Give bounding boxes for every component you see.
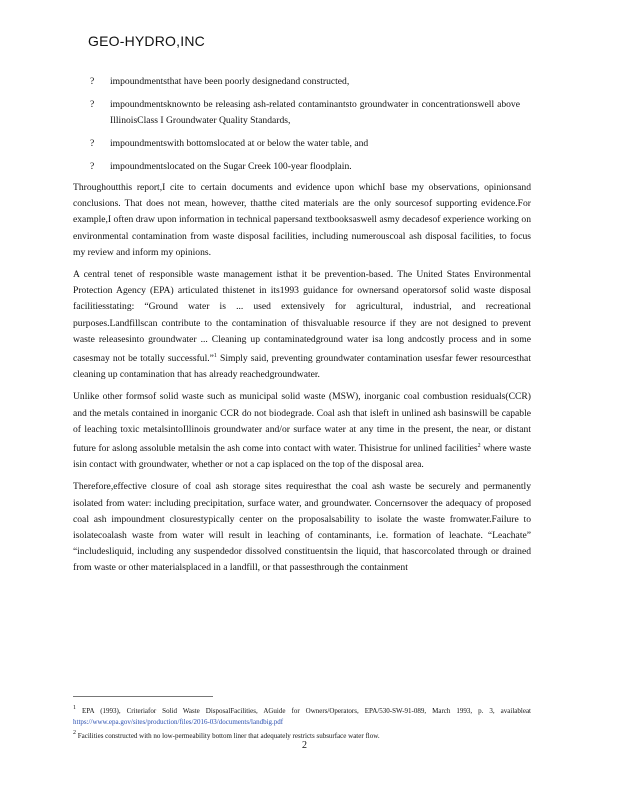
footnote [73, 703, 531, 728]
footnote-divider [73, 696, 213, 697]
footnote-number: 1 [73, 705, 76, 711]
list-item [90, 159, 520, 175]
bullet-text: impoundmentsknownto be releasing ash-related contaminantsto groundwater in concentrationswell above IllinoisClass I Groundwater Quality Standards, [110, 99, 520, 126]
bullet-icon: ? [90, 76, 95, 87]
paragraph-text: Unlike other formsof solid waste such as municipal solid waste (MSW), inorganic coal combustion residuals(CCR) and the metals contained in inorganic CCR do not biodegrade. Coal ash that isleft in unlined ash basinswill be capable of leaching toxic metalsintoIllinois groundwater and/or surface water at any time in the present, the near, or distant future for aslong assoluble metalsin the ash come into contact with water. Thisistrue for unlined facilities [73, 391, 531, 455]
paragraph-text: Therefore,effective closure of coal ash storage sites requiresthat the coal ash waste be securely and permanently isolated from water: including precipitation, surface water, and groundwater. Concernsover the adequacy of proposed coal ash impoundment closurestypically center on the proposalsability to isolate the waste fromwater.Failure to isolatecoalash waste from water will result in leaching of contaminants, i.e. formation of leachate. “Leachate” “includesliquid, including any suspendedor dissolved constituentsin the liquid, that hascorcolated through or drained from waste or other materialsplaced in a landfill, or that passesthrough the containment [73, 481, 531, 574]
paragraph [73, 180, 531, 261]
footnote-link[interactable]: https://www.epa.gov/sites/production/files/2016-03/documents/landbig.pdf [73, 718, 284, 726]
bullet-icon: ? [90, 138, 95, 149]
paragraph-text: Throughoutthis report,I cite to certain documents and evidence upon whichI base my observations, opinionsand conclusions. That does not mean, however, thatthe cited materials are the only sourcesof supporting evidence.For example,I often draw upon information in technical papersand textbooksaswell asmy decadesof experience working on environmental contamination from waste disposal facilities, including numerouscoal ash disposal facilities, to focus my review and inform my opinions. [73, 182, 531, 258]
footnote-number: 2 [73, 730, 76, 736]
list-item [90, 136, 520, 152]
paragraph-text: A central tenet of responsible waste management isthat it be prevention-based. The United States Environmental Protection Agency (EPA) articulated thistenet in its1993 guidance for ownersand operatorsof solid waste disposal facilitiesstating: “Ground water is ... used extensively for agricultural, industrial, and recreational purposes.Landfillscan contribute to the contamination of thisvaluable resource if they are not designed to prevent waste releasesinto groundwater ... Cleaning up contaminatedground water isa long andcostly process and in some casesmay not be totally successful.” [73, 269, 531, 365]
footnotes [73, 703, 531, 742]
bullet-icon: ? [90, 99, 95, 110]
company-header: GEO-HYDRO,INC [88, 33, 205, 49]
bullet-list [90, 74, 520, 182]
footnote-text: Facilities constructed with no low-permeability bottom liner that adequately restricts subsurface water flow. [76, 732, 380, 740]
paragraph [73, 267, 531, 383]
bullet-icon: ? [90, 161, 95, 172]
bullet-text: impoundmentslocated on the Sugar Creek 100-year floodplain. [110, 161, 352, 172]
list-item [90, 97, 520, 129]
paragraph [73, 389, 531, 473]
bullet-text: impoundmentsthat have been poorly designedand constructed, [110, 76, 350, 87]
footnote-text: EPA (1993), Criteriafor Solid Waste DisposalFacilities, AGuide for Owners/Operators, EPA/530-SW-91-089, March 1993, p. 3, availableat [76, 707, 531, 715]
list-item [90, 74, 520, 90]
paragraph-text-tail: Simply said, preventing groundwater contamination usesfar fewer resourcesthat cleaning up contamination that has already reachedgroundwater. [73, 353, 531, 381]
footnote-ref[interactable]: 1 [213, 353, 217, 360]
bullet-text: impoundmentswith bottomslocated at or below the water table, and [110, 138, 369, 149]
footnote-ref[interactable]: 2 [477, 443, 481, 450]
paragraph [73, 479, 531, 576]
page-number: 2 [302, 740, 307, 751]
body-text [73, 180, 531, 583]
paragraph-text-tail: where waste isin contact with groundwater, whether or not a cap isplaced on the top of the disposal area. [73, 443, 531, 471]
